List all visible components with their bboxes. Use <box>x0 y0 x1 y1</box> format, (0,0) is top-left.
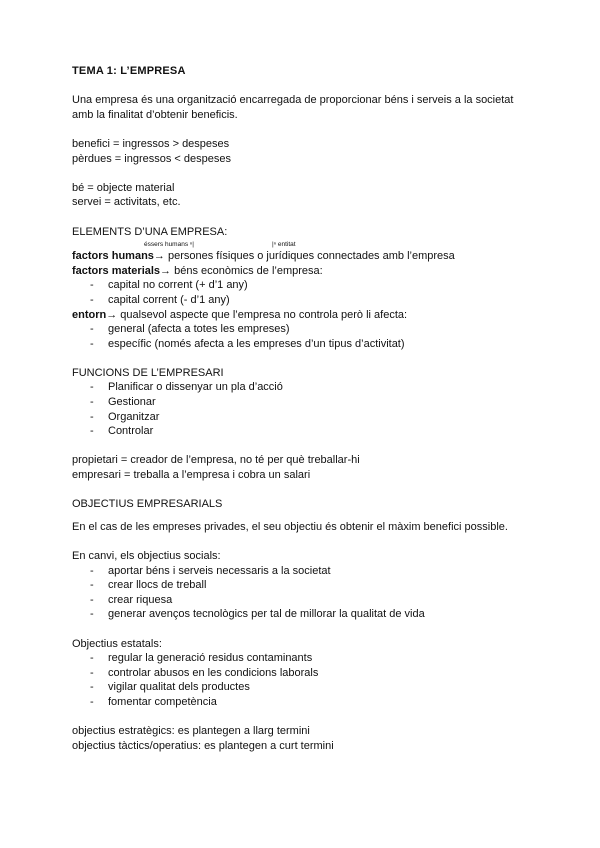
bullet-dash: - <box>90 323 94 336</box>
bullet-dash: - <box>90 337 94 350</box>
bullet-dash: - <box>90 593 94 606</box>
list-item-text: general (afecta a totes les empreses) <box>108 323 290 336</box>
list-item-text: capital no corrent (+ d’1 any) <box>108 279 248 292</box>
list-item-text: aportar béns i serveis necessaris a la societat <box>108 564 331 577</box>
bullet-dash: - <box>90 608 94 621</box>
note-essers-humans: éssers humans ⁿ| <box>144 241 194 249</box>
list-item-text: crear llocs de treball <box>108 579 207 592</box>
list-item-text: específic (només afecta a les empreses d’un tipus d’activitat) <box>108 337 405 350</box>
bullet-dash: - <box>90 425 94 438</box>
objectius-tactics: objectius tàctics/operatius: es plantegen a curt termini <box>72 739 334 752</box>
bullet-dash: - <box>90 396 94 409</box>
list-item <box>72 410 542 425</box>
list-item-text: crear riquesa <box>108 593 173 606</box>
definition-benefici: benefici = ingressos > despeses <box>72 137 230 150</box>
list-item-text: Planificar o dissenyar un pla d’acció <box>108 381 283 394</box>
list-item <box>72 278 542 293</box>
bullet-dash: - <box>90 695 94 708</box>
page-title: TEMA 1: L’EMPRESA <box>72 65 186 77</box>
bullet-dash: - <box>90 681 94 694</box>
list-item <box>72 293 542 308</box>
document-page <box>72 64 542 753</box>
list-item <box>72 578 542 593</box>
list-item-text: Gestionar <box>108 396 156 409</box>
list-item <box>72 666 542 681</box>
list-item <box>72 607 542 622</box>
role-propietari: propietari = creador de l’empresa, no té per què treballar-hi <box>72 454 360 467</box>
entorn-text: → qualsevol aspecte que l’empresa no controla però li afecta: <box>106 308 408 321</box>
factors-materials-line <box>72 264 542 279</box>
list-item <box>72 337 542 352</box>
definition-servei: servei = activitats, etc. <box>72 196 181 209</box>
bullet-dash: - <box>90 579 94 592</box>
list-item <box>72 680 542 695</box>
bullet-dash: - <box>90 279 94 292</box>
note-entitat: |ⁿ entitat <box>272 241 296 249</box>
list-item-text: regular la generació residus contaminants <box>108 652 313 665</box>
bullet-dash: - <box>90 381 94 394</box>
list-item-text: fomentar competència <box>108 695 217 708</box>
bullet-dash: - <box>90 293 94 306</box>
list-item <box>72 651 542 666</box>
entorn-line <box>72 308 542 323</box>
bullet-dash: - <box>90 564 94 577</box>
estatals-heading: Objectius estatals: <box>72 637 162 650</box>
list-item-text: capital corrent (- d’1 any) <box>108 293 230 306</box>
list-item-text: controlar abusos en les condicions laborals <box>108 666 319 679</box>
objectius-estrategics: objectius estratègics: es plantegen a llarg termini <box>72 725 310 738</box>
objectius-text: En el cas de les empreses privades, el seu objectiu és obtenir el màxim benefici possible. <box>72 520 508 533</box>
elements-heading: ELEMENTS D’UNA EMPRESA: <box>72 225 228 238</box>
list-item-text: generar avenços tecnològics per tal de millorar la qualitat de vida <box>108 608 425 621</box>
list-item <box>72 424 542 439</box>
factors-materials-text: → béns econòmics de l’empresa: <box>160 264 323 277</box>
bullet-dash: - <box>90 652 94 665</box>
list-item-text: Organitzar <box>108 410 160 423</box>
funcions-heading: FUNCIONS DE L’EMPRESARI <box>72 366 224 379</box>
role-empresari: empresari = treballa a l’empresa i cobra un salari <box>72 469 311 482</box>
socials-heading: En canvi, els objectius socials: <box>72 550 221 562</box>
factors-materials-label: factors materials <box>72 264 161 277</box>
list-item <box>72 695 542 710</box>
list-item <box>72 593 542 608</box>
definition-be: bé = objecte material <box>72 181 175 194</box>
bullet-dash: - <box>90 410 94 423</box>
factors-humans-text: → persones físiques o jurídiques connectades amb l’empresa <box>153 250 455 263</box>
list-item <box>72 564 542 579</box>
intro-line-2: amb la finalitat d’obtenir beneficis. <box>72 108 238 121</box>
entorn-label: entorn <box>72 308 107 321</box>
handwritten-notes <box>72 239 542 249</box>
intro-line-1: Una empresa és una organització encarregada de proporcionar béns i serveis a la societat <box>72 94 514 107</box>
factors-humans-line <box>72 249 542 264</box>
factors-humans-label: factors humans <box>72 250 154 263</box>
objectius-heading: OBJECTIUS EMPRESARIALS <box>72 498 223 511</box>
list-item <box>72 380 542 395</box>
list-item <box>72 322 542 337</box>
list-item <box>72 395 542 410</box>
bullet-dash: - <box>90 666 94 679</box>
list-item-text: Controlar <box>108 425 154 438</box>
definition-perdues: pèrdues = ingressos < despeses <box>72 152 231 165</box>
list-item-text: vigilar qualitat dels productes <box>108 681 250 694</box>
